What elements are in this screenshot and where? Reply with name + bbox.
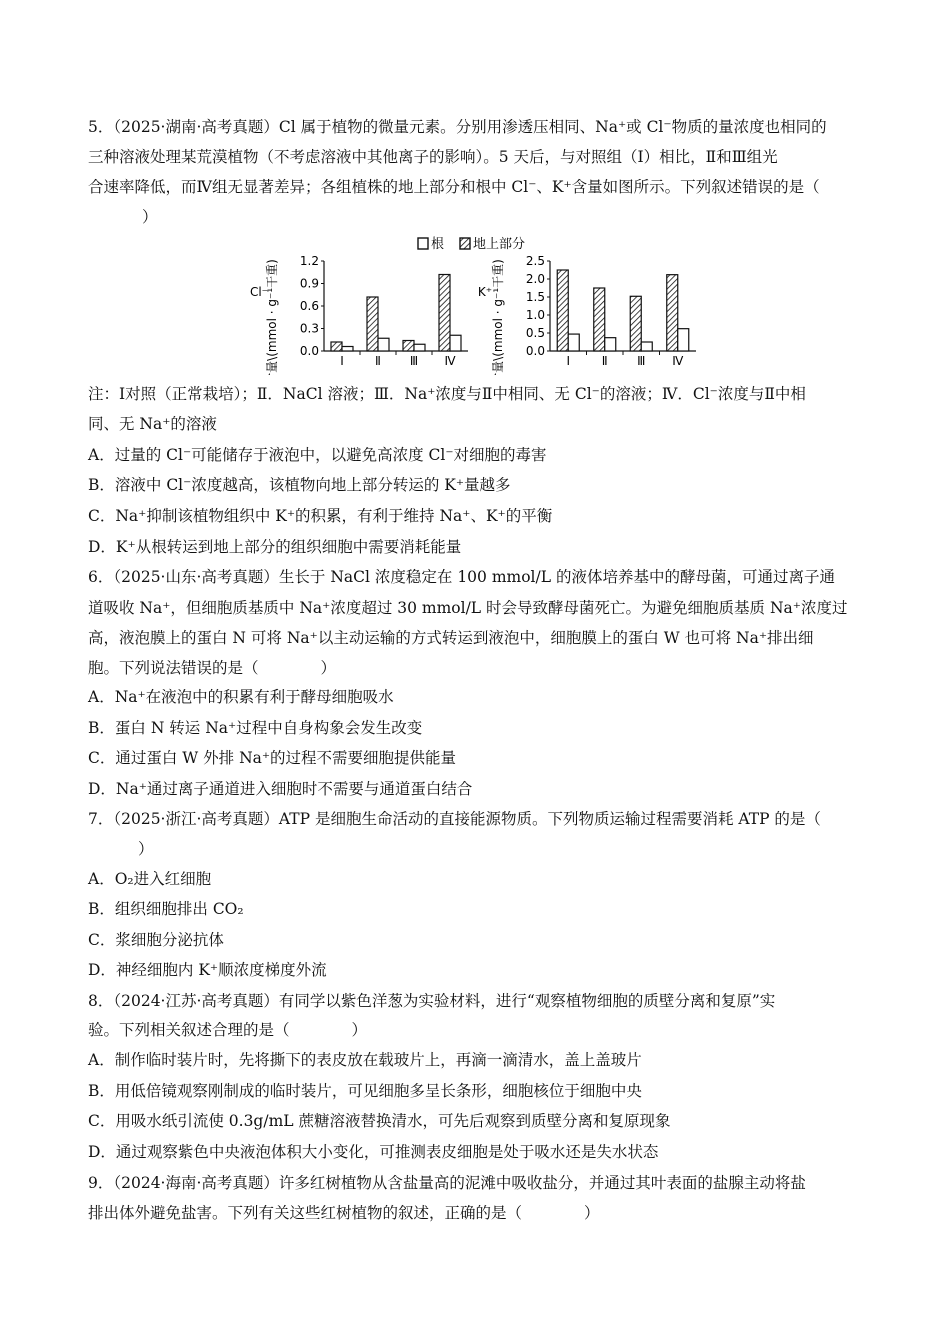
- q5-figure: [236, 233, 706, 375]
- k-bar-root: [678, 329, 689, 351]
- legend-shoot-swatch: [460, 238, 470, 249]
- q6-stem-line-4: 胞。下列说法错误的是（ ）: [88, 659, 337, 677]
- q7-option-b[interactable]: B．组织细胞排出 CO₂: [88, 900, 244, 918]
- cl-y-tick-label: 0.6: [299, 299, 319, 313]
- q8-stem-line-1: 8．（2024·江苏·高考真题）有同学以紫色洋葱为实验材料，进行“观察植物细胞的质壁分离和复原”实: [88, 992, 776, 1010]
- cl-y-tick-label: 0.3: [299, 321, 319, 336]
- cl-x-tick-label: Ⅳ: [444, 354, 456, 368]
- cl-y-label-rest: 含量\(mmol · g⁻¹干重): [265, 259, 279, 375]
- k-y-tick-label: 0.0: [525, 344, 545, 358]
- q7-stem-line-2: ）: [138, 840, 154, 858]
- k-y-tick-label: 2.5: [525, 254, 545, 268]
- q5-note-line-1: 注：Ⅰ对照（正常栽培）；Ⅱ．NaCl 溶液；Ⅲ．Na⁺浓度与Ⅱ中相同、无 Cl⁻的溶液；Ⅳ．Cl⁻浓度与Ⅱ中相: [88, 385, 806, 403]
- q6-stem-line-3: 高，液泡膜上的蛋白 N 可将 Na⁺以主动运输的方式转运到液泡中，细胞膜上的蛋白 W 也可将 Na⁺排出细: [88, 629, 814, 647]
- legend-shoot-label: 地上部分: [473, 237, 526, 252]
- q7-option-a[interactable]: A．O₂进入红细胞: [88, 870, 212, 888]
- q9-stem-line-1: 9．（2024·海南·高考真题）许多红树植物从含盐量高的泥滩中吸收盐分，并通过其叶表面的盐腺主动将盐: [88, 1174, 806, 1192]
- k-y-tick-label: 0.5: [525, 326, 545, 340]
- k-bar-root: [641, 342, 652, 351]
- cl-bar-root: [342, 347, 353, 352]
- q5-stem-line-2: 三种溶液处理某荒漠植物（不考虑溶液中其他离子的影响）。5 天后，与对照组（Ⅰ）相比，Ⅱ和Ⅲ组光: [88, 148, 778, 166]
- k-y-tick-label: 1.0: [525, 308, 545, 322]
- q6-stem-line-2: 道吸收 Na⁺，但细胞质基质中 Na⁺浓度超过 30 mmol/L 时会导致酵母菌死亡。为避免细胞质基质 Na⁺浓度过: [88, 599, 848, 617]
- cl-bar-shoot: [403, 341, 414, 352]
- q8-option-b[interactable]: B．用低倍镜观察刚制成的临时装片，可见细胞多呈长条形，细胞核位于细胞中央: [88, 1082, 642, 1100]
- q5-option-a[interactable]: A．过量的 Cl⁻可能储存于液泡中，以避免高浓度 Cl⁻对细胞的毒害: [88, 446, 547, 464]
- k-bar-shoot: [557, 270, 568, 351]
- q5-option-c[interactable]: C．Na⁺抑制该植物组织中 K⁺的积累，有利于维持 Na⁺、K⁺的平衡: [88, 507, 553, 525]
- k-bar-shoot: [594, 288, 605, 351]
- q5-bar-charts: [236, 233, 706, 375]
- q5-stem-line-1: 5．（2025·湖南·高考真题）Cl 属于植物的微量元素。分别用渗透压相同、Na⁺或 Cl⁻物质的量浓度也相同的: [88, 118, 827, 136]
- q5-option-d[interactable]: D．K⁺从根转运到地上部分的组织细胞中需要消耗能量: [88, 538, 462, 556]
- q5-note-line-2: 同、无 Na⁺的溶液: [88, 415, 217, 433]
- q8-stem-line-2: 验。下列相关叙述合理的是（ ）: [88, 1021, 368, 1039]
- q6-option-d[interactable]: D．Na⁺通过离子通道进入细胞时不需要与通道蛋白结合: [88, 780, 473, 798]
- q7-stem-line-1: 7．（2025·浙江·高考真题）ATP 是细胞生命活动的直接能源物质。下列物质运输过程需要消耗 ATP 的是（: [88, 810, 821, 828]
- q9-stem-line-2: 排出体外避免盐害。下列有关这些红树植物的叙述，正确的是（ ）: [88, 1204, 600, 1222]
- legend-root-label: 根: [431, 237, 445, 252]
- q5-option-b[interactable]: B．溶液中 Cl⁻浓度越高，该植物向地上部分转运的 K⁺量越多: [88, 476, 511, 494]
- cl-y-tick-label: 0.9: [299, 276, 319, 291]
- k-x-tick-label: Ⅱ: [601, 354, 608, 368]
- k-bar-shoot: [630, 296, 641, 351]
- cl-bar-root: [450, 335, 461, 351]
- q6-stem-line-1: 6．（2025·山东·高考真题）生长于 NaCl 浓度稳定在 100 mmol/L 的液体培养基中的酵母菌，可通过离子通: [88, 568, 835, 586]
- cl-bar-root: [378, 338, 389, 351]
- cl-y-tick-label: 0.0: [299, 344, 319, 358]
- q5-stem-line-3: 合速率降低，而Ⅳ组无显著差异；各组植株的地上部分和根中 Cl⁻、K⁺含量如图所示。下列叙述错误的是（: [88, 178, 820, 196]
- q5-stem-line-4: ）: [142, 208, 158, 226]
- legend-root-swatch: [418, 238, 428, 249]
- cl-y-label-main: Cl⁻: [249, 285, 269, 299]
- q8-option-c[interactable]: C．用吸水纸引流使 0.3g/mL 蔗糖溶液替换清水，可先后观察到质壁分离和复原现象: [88, 1112, 671, 1130]
- k-y-label-rest: 含量\(mmol · g⁻¹干重): [491, 259, 505, 375]
- cl-x-tick-label: Ⅰ: [340, 354, 344, 368]
- k-x-tick-label: Ⅳ: [672, 354, 684, 368]
- cl-x-tick-label: Ⅱ: [375, 354, 381, 368]
- k-bar-root: [568, 334, 579, 351]
- k-bar-shoot: [667, 275, 678, 351]
- q7-option-c[interactable]: C．浆细胞分泌抗体: [88, 931, 224, 949]
- q8-option-a[interactable]: A．制作临时装片时，先将撕下的表皮放在载玻片上，再滴一滴清水，盖上盖玻片: [88, 1051, 642, 1069]
- cl-bar-shoot: [439, 275, 450, 352]
- q6-option-c[interactable]: C．通过蛋白 W 外排 Na⁺的过程不需要细胞提供能量: [88, 749, 457, 767]
- q6-option-b[interactable]: B．蛋白 N 转运 Na⁺过程中自身构象会发生改变: [88, 719, 423, 737]
- cl-bar-shoot: [367, 297, 378, 351]
- q8-option-d[interactable]: D．通过观察紫色中央液泡体积大小变化，可推测表皮细胞是处于吸水还是失水状态: [88, 1143, 659, 1161]
- k-y-label-main: K⁺: [477, 285, 493, 299]
- k-y-tick-label: 1.5: [525, 290, 545, 304]
- q7-option-d[interactable]: D．神经细胞内 K⁺顺浓度梯度外流: [88, 961, 327, 979]
- cl-y-tick-label: 1.2: [299, 254, 319, 268]
- cl-x-tick-label: Ⅲ: [409, 354, 419, 368]
- cl-bar-shoot: [331, 342, 342, 351]
- k-x-tick-label: Ⅲ: [637, 354, 646, 368]
- k-x-tick-label: Ⅰ: [566, 354, 571, 368]
- cl-bar-root: [414, 344, 425, 351]
- k-bar-root: [605, 338, 616, 351]
- k-y-tick-label: 2.0: [525, 272, 545, 286]
- q6-option-a[interactable]: A．Na⁺在液泡中的积累有利于酵母细胞吸水: [88, 688, 394, 706]
